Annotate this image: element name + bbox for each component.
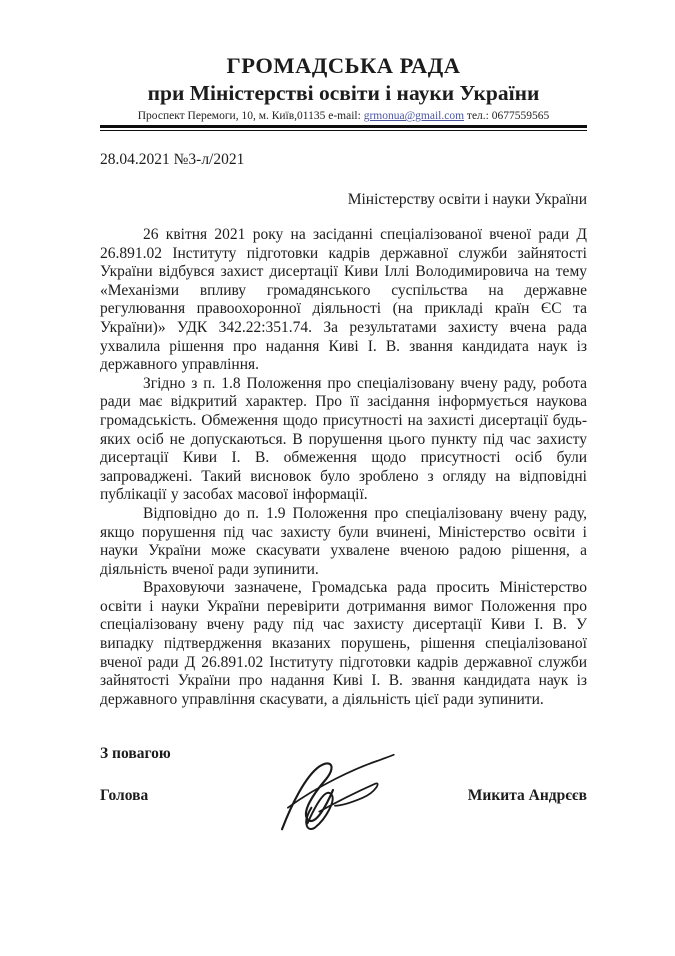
header-divider bbox=[100, 125, 587, 131]
email-link[interactable]: grmonua@gmail.com bbox=[363, 110, 465, 122]
contact-line bbox=[100, 110, 587, 122]
paragraph-2: Згідно з п. 1.8 Положення про спеціалізовану вчену раду, робота ради має відкритий характер. Про її засідання інформується наукова громадськість. Обмеження щодо присутності на захисті дисертації будь-яких осіб не допускаються. В порушення цього пункту під час захисту дисертації Киви І. В. обмеження щодо присутності осіб були запроваджені. Такий висновок було зроблено з огляду на відповідні публікації у засобах масової інформації. bbox=[100, 374, 587, 504]
paragraph-1: 26 квітня 2021 року на засіданні спеціалізованої вченої ради Д 26.891.02 Інституту підготовки кадрів державної служби зайнятості України відбувся захист дисертації Киви Іллі Володимировича на тему «Механізми впливу громадянського суспільства на державне регулювання правоохоронної діяльності (на прикладі країн ЄС та України)» УДК 342.22:351.74. За результатами захисту вчена рада ухвалила рішення про надання Киві І. В. звання кандидата наук із державного управління. bbox=[100, 226, 587, 374]
letterhead bbox=[100, 52, 587, 131]
phone-label: тел.: bbox=[466, 110, 489, 122]
signer-name: Микита Андрєєв bbox=[467, 787, 587, 805]
reference-line: 28.04.2021 №3-л/2021 bbox=[100, 151, 245, 168]
signature-row bbox=[100, 787, 587, 805]
closing-block bbox=[100, 745, 587, 805]
phone-number: 0677559565 bbox=[491, 110, 550, 122]
paragraph-3: Відповідно до п. 1.9 Положення про спеціалізовану вчену раду, якщо порушення під час захисту були вчинені, Міністерство освіти і науки України може скасувати ухвалене вченою радою рішення, а діяльність вченої ради зупинити. bbox=[100, 504, 587, 578]
salutation: З повагою bbox=[100, 745, 171, 763]
recipient: Міністерству освіти і науки України bbox=[347, 191, 587, 208]
org-name: ГРОМАДСЬКА РАДА bbox=[226, 53, 461, 78]
paragraph-4: Враховуючи зазначене, Громадська рада просить Міністерство освіти і науки України перевірити дотримання вимог Положення про спеціалізовану вчену раду під час захисту дисертації Киви І. В. У випадку підтвердження вказаних порушень, рішення спеціалізованої вченої ради Д 26.891.02 Інституту підготовки кадрів державної служби зайнятості України про надання Киві І. В. звання кандидата наук із державного управління скасувати, а діяльність цієї ради зупинити. bbox=[100, 579, 587, 708]
signer-position: Голова bbox=[100, 787, 149, 805]
letter-body bbox=[100, 226, 587, 709]
address-text: Проспект Перемоги, 10, м. Київ,01135 e-mail: bbox=[137, 110, 361, 122]
org-subtitle: при Міністерстві освіти і науки України bbox=[147, 81, 540, 106]
